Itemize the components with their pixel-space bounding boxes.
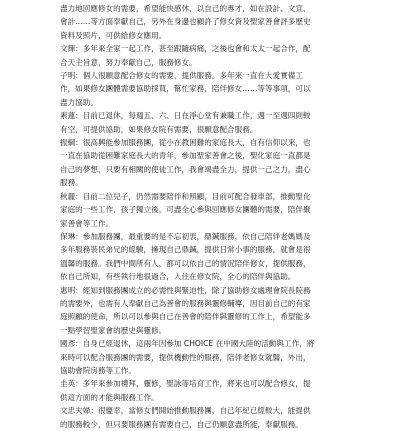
entry-text: 很高興能參加服務團，從小在教困難的家庭長大，自有信仰以來，也一直在協助從困難家庭長大的青年，參加聖家善會之後，聖化家庭一直都是自己的夢想，只要有相關的使徒工作，我會竭盡全力，提供一己之力，盡心服務。 — [60, 138, 311, 188]
document-entry — [60, 109, 316, 136]
document-entry — [60, 230, 316, 284]
document-entry — [60, 190, 316, 230]
entry-text: 很慶幸，當修女們開始推動服務團，自己年紀已經較大，能提供的服務較少，但只要服務團有需要自己，自己仍願意盡所能，奉獻服務。 — [60, 406, 311, 429]
entry-text: 參加服務團，最重要的是不忘初衷，鼎鍼服務，依自己陪伴老媽媽及多年服務裝民弟兄的經驗，擁現自己鼎鍼，提供日常小事的服務，就會是很溫馨的服務。我們中間所有人，都可以依自己的情況陪伴修女，提供服務，依自己所知，有些執行地很過合，入住在修女院，全心的陪伴與協助。 — [60, 231, 311, 282]
document-entry — [60, 69, 316, 109]
document-entry — [60, 2, 316, 42]
entry-text: 盡力地回應修女的需要，希望能快感休，以自己的專才，如在設計、文宣、會計……等方面奉獻自己，另外在身邊也顧許了修女資及聖家善會評多歷史資料及照片，可供給修女應用。 — [60, 4, 311, 40]
speaker-name: 文忠夫婦： — [60, 406, 98, 416]
document-entry — [60, 377, 316, 404]
speaker-name: 圭英： — [60, 379, 83, 389]
document-entry — [60, 284, 316, 338]
document-entry — [60, 337, 316, 377]
document-entry — [60, 42, 316, 69]
entry-text: 個人很願意配合修女的需要，提供服務。多年來一直在大愛實備工作，如果修女團體需要協助採買，幫忙家務，陪伴修女……等等事項，可以盡力協助。 — [60, 71, 311, 107]
speaker-name: 秋麗： — [60, 191, 83, 201]
entry-text: 目前二位兒子，仍然需要陪伴和照顧，目前可配合發車部，推動聖化家庭的一些工作，孩子獨立後，可盡全心參與回應修女團體的需要，陪伴聚家善會等工作。 — [60, 191, 311, 228]
entry-text: 經知到服務團成立的必需性與緊迫性，除了協助修女處理會院長院務的需要外，也需有人奉獻自己為善會的服務與靈修輔導，因目前自己的有家庭照顧的使命，所以可以參與自己在善會的陪伴與靈修的工作上，希望能多一點學習聖家會的歷史與靈修。 — [60, 285, 311, 335]
speaker-name: 子明： — [60, 71, 83, 81]
entry-text: 多年來參加禮拜，靈修，聖詠等培育工作，將來也可以配合修女，提供這方面的才能與服務工作。 — [60, 379, 311, 402]
speaker-name: 振綱： — [60, 138, 83, 148]
speaker-name: 保琳： — [60, 231, 83, 241]
entry-text: 多年來全家一起工作，甚至跟隨病痛，之後也會和太太一起合作，配合天主旨意，努力奉獻自己，服務修女。 — [60, 44, 311, 67]
document-entry — [60, 136, 316, 190]
speaker-name: 惠明： — [60, 285, 83, 295]
speaker-name: 國彥： — [60, 339, 83, 349]
speaker-name: 文輝： — [60, 44, 83, 54]
entry-text: 自身已經退休，這兩年因參加 CHOICE 在中國大陸的活動與工作，將來時可以配合服務團的需要，提供機動性的服務，陪伴老修女就醫，外出，協助會院房務等工作。 — [60, 339, 315, 375]
speaker-name: 素蓮： — [60, 111, 83, 121]
entry-text: 目前已退休，每週五、六、日在淨心堂有兼職工作，週一至週四則較有空，可提供協助，如果修女院有需要，很願意配合服務。 — [60, 111, 311, 134]
document-entry — [60, 404, 316, 431]
